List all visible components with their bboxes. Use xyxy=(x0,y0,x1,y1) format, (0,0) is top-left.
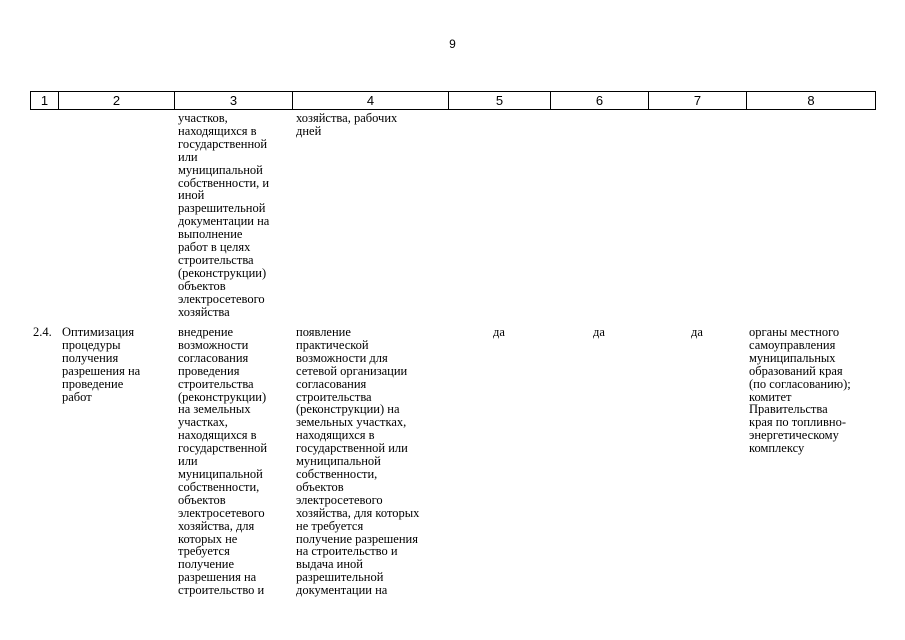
header-cell-7: 7 xyxy=(649,92,747,110)
header-cell-8: 8 xyxy=(747,92,876,110)
action-description: участков, находящихся в государственной или муниципальной собственности, и иной разрешительной документации на выполнение работ в целях строительства (реконструкции) объектов электросетевого хозяйства xyxy=(178,111,270,319)
expected-result: появление практической возможности для сетевой организации согласования строительства (реконструкции) на земельных участках, находящихся в государственной или муниципальной собственности, объектов электросетевого хозяйства, для которых не требуется получение разрешения на строительство и выдача иной разрешительной документации на xyxy=(296,325,420,598)
action-description: внедрение возможности согласования проведения строительства (реконструкции) на земельных участках, находящихся в государственной или муниципальной собственности, объектов электросетевого хозяйства, для которых не требуется получение разрешения на строительство и xyxy=(178,325,268,598)
column-7-value: да xyxy=(691,325,703,339)
measure-name: Оптимизация процедуры получения разрешения на проведение работ xyxy=(62,325,141,404)
header-cell-4: 4 xyxy=(293,92,449,110)
header-cell-2: 2 xyxy=(59,92,175,110)
column-number-header xyxy=(30,91,876,110)
column-5-value: да xyxy=(493,325,505,339)
expected-result: хозяйства, рабочих дней xyxy=(296,111,398,138)
header-cell-5: 5 xyxy=(449,92,551,110)
header-row xyxy=(31,92,876,110)
header-cell-6: 6 xyxy=(551,92,649,110)
column-6-value: да xyxy=(593,325,605,339)
page-number: 9 xyxy=(449,37,456,51)
header-cell-3: 3 xyxy=(175,92,293,110)
row-number: 2.4. xyxy=(33,325,52,339)
header-cell-1: 1 xyxy=(31,92,59,110)
responsible-bodies: органы местного самоуправления муниципальных образований края (по согласованию); комитет Правительства края по топливно- энергетическому комплексу xyxy=(749,325,851,456)
